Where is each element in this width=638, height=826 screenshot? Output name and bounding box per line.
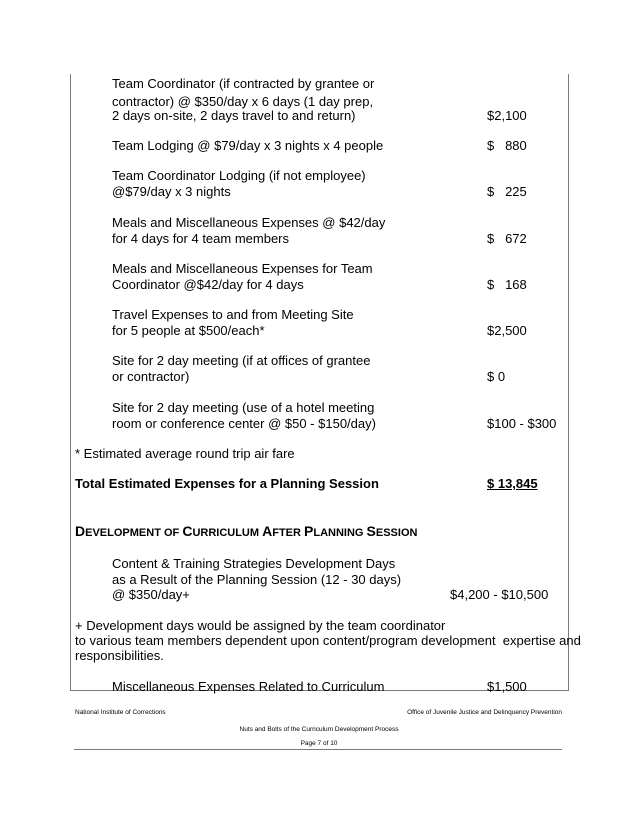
heading-rest-session: ESSION: [375, 527, 418, 539]
item-1-amount: $2,100: [487, 108, 527, 123]
heading-rest-development: EVELOPMENT OF: [85, 527, 183, 539]
heading-rest-after: FTER: [272, 527, 305, 539]
item-7-amount: $ 0: [487, 369, 506, 384]
footer-rule: [74, 749, 562, 750]
item-3-line-1: Team Coordinator Lodging (if not employee): [112, 168, 366, 183]
item-1-line-3: 2 days on-site, 2 days travel to and return): [112, 108, 356, 123]
item-7-line-1: Site for 2 day meeting (if at offices of grantee: [112, 353, 371, 368]
item-8-amount: $100 - $300: [487, 416, 557, 431]
heading-initial-a: A: [262, 523, 273, 539]
item-3-amount: $ 225: [487, 184, 527, 199]
item-1-line-1: Team Coordinator (if contracted by grantee or: [112, 76, 375, 91]
item-2-amount: $ 880: [487, 138, 527, 153]
dev-note-line-1: + Development days would be assigned by the team coordinator: [75, 618, 446, 633]
footer-right: Office of Juvenile Justice and Delinquency Prevention: [407, 709, 562, 716]
heading-initial-d: D: [75, 523, 86, 539]
item-8-line-2: room or conference center @ $50 - $150/day): [112, 416, 376, 431]
total-label: Total Estimated Expenses for a Planning Session: [75, 476, 379, 491]
footer-left: National Institute of Corrections: [75, 709, 166, 716]
footer-page-number: Page 7 of 10: [300, 740, 338, 747]
dev-item-line-1: Content & Training Strategies Development Days: [112, 556, 396, 571]
item-5-amount: $ 168: [487, 277, 527, 292]
item-4-line-1: Meals and Miscellaneous Expenses @ $42/day: [112, 215, 386, 230]
heading-rest-curriculum: URRICULUM: [192, 527, 263, 539]
item-5-line-2: Coordinator @$42/day for 4 days: [112, 277, 304, 292]
heading-initial-s: S: [366, 523, 376, 539]
dev-item-line-3: @ $350/day+: [112, 587, 190, 602]
item-3-line-2: @$79/day x 3 nights: [112, 184, 231, 199]
misc-item-amount: $1,500: [487, 679, 527, 694]
section-heading: [75, 522, 417, 542]
item-4-amount: $ 672: [487, 231, 527, 246]
item-2-line-1: Team Lodging @ $79/day x 3 nights x 4 people: [112, 138, 384, 153]
misc-item-desc: Miscellaneous Expenses Related to Curriculum: [112, 679, 385, 694]
footer-center: Nuts and Bolts of the Curriculum Development Process: [239, 726, 399, 733]
item-1-line-2: contractor) @ $350/day x 6 days (1 day prep,: [112, 94, 374, 109]
item-6-amount: $2,500: [487, 323, 527, 338]
item-7-line-2: or contractor): [112, 369, 190, 384]
heading-rest-planning: LANNING: [313, 527, 367, 539]
air-fare-footnote: * Estimated average round trip air fare: [75, 446, 295, 461]
heading-initial-p: P: [304, 523, 314, 539]
item-4-line-2: for 4 days for 4 team members: [112, 231, 290, 246]
total-amount: $ 13,845: [487, 476, 538, 491]
dev-item-line-2: as a Result of the Planning Session (12 - 30 days): [112, 572, 402, 587]
item-8-line-1: Site for 2 day meeting (use of a hotel meeting: [112, 400, 375, 415]
heading-initial-c: C: [182, 523, 193, 539]
item-6-line-2: for 5 people at $500/each*: [112, 323, 265, 338]
item-5-line-1: Meals and Miscellaneous Expenses for Team: [112, 261, 373, 276]
dev-note-line-2: to various team members dependent upon content/program development expertise and: [75, 633, 581, 648]
item-6-line-1: Travel Expenses to and from Meeting Site: [112, 307, 354, 322]
dev-item-amount: $4,200 - $10,500: [450, 587, 549, 602]
dev-note-line-3: responsibilities.: [75, 648, 164, 663]
